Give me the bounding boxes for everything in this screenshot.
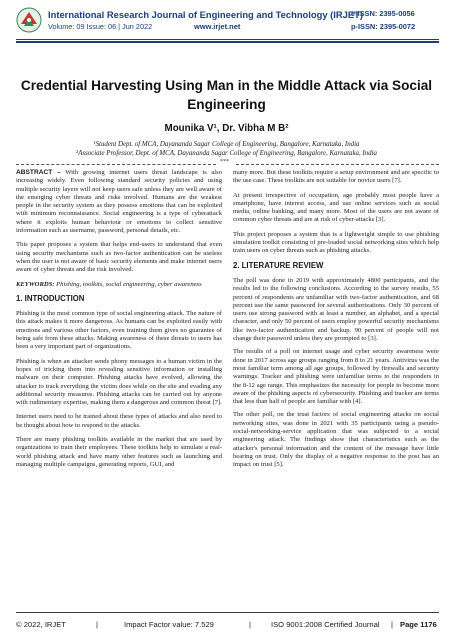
left-column xyxy=(16,169,222,475)
section-heading-literature-review: 2. LITERATURE REVIEW xyxy=(233,260,324,270)
intro-paragraph-3: Internet users need to be trained about these types of attacks and also need to be thought about how to respond to the attacks. xyxy=(16,413,222,429)
abstract-text: With growing internet users threat landscape is also increasing widely. Even following standard security policies and using multiple security layers will not keep users safe unless they are well aware of the emerging cyber threats and risks involved. Humans are the weakest people in the security system as they possess emotions that can be exploited with minimum reconnaissance. Social engineering is a type of cyberattack where it exploits human behaviour or emotions to collect sensitive information such as username, password, personal details, etc. xyxy=(16,169,223,235)
journal-name: International Research Journal of Engineering and Technology (IRJET) xyxy=(48,9,363,20)
intro-paragraph-1: Phishing is the most common type of social engineering attack. The nature of this attack makes it more dangerous. As humans can be exploited easily with emotions and various other factors, even training them gives no guarantee of being safe from these attacks. Making awareness of these threats to users has been a very important part of organizations. xyxy=(16,310,222,351)
footer-separator: | xyxy=(96,620,98,629)
intro-paragraph-4: There are many phishing toolkits available in the market that are used by organizations to train their employees. These toolkits help to simulate a real-world phishing attack and have many other features such as launching and managing multiple campaigns, generating reports, GUI, and xyxy=(16,436,222,468)
journal-volume: Volume: 09 Issue: 06 | Jun 2022 xyxy=(48,22,153,31)
lit-paragraph-2: The results of a poll on internet usage and cyber security awareness were done in 2017 across age groups ranging from 8 to 21 years. Antivirus was the most familiar term among all age groups, followed by firewalls and security warnings. Tracker and phishing were unfamiliar terms to the responders in the 8-12 age range. This emphasizes the necessity for people to become more aware of the phishing aspects of cybersecurity. Phishing and tracker are terms that less than half of people are familiar with [4]. xyxy=(233,348,439,406)
journal-pissn: p-ISSN: 2395-0072 xyxy=(351,22,416,31)
keywords-text: Phishing, toolkits, social engineering, cyber awareness xyxy=(56,280,202,288)
abstract-divider xyxy=(16,161,439,167)
keywords xyxy=(16,281,222,289)
abstract-paragraph-2: This paper proposes a system that helps end-users to understand that even using security mechanisms such as two-factor authentication can be useless when the user is not aware of basic security elements and make internet users aware of cyber threats and the risk involved. xyxy=(16,241,222,274)
lit-paragraph-1: The poll was done in 2019 with approximately 4800 participants, and the results led to the following conclusions. According to the survey results, 55 percent of respondents are unfamiliar with two-factor authentication, and 68 percent use the same password for several authorizations. Only 30 percent of users use strong password with at least a number, an alphabet, and a special character, and only 50 percent of users employ powerful security mechanisms like two-factor authentication and backup. 90 percent of people will not change their password unless they are prompted to [3]. xyxy=(233,276,439,343)
journal-website: www.irjet.net xyxy=(194,22,241,31)
section-heading-introduction: 1. INTRODUCTION xyxy=(16,293,85,303)
right-column xyxy=(233,169,439,475)
footer-separator: | xyxy=(391,620,393,629)
footer-separator: | xyxy=(249,620,251,629)
right-paragraph-2: At present irrespective of occupation, age probably most people have a smartphone, have interest access, and use online services such as social media, online banking, and many more. Most of the users are not aware of common cyber threats and are at risk of cyber-attacks [3]. xyxy=(233,191,439,224)
journal-header xyxy=(16,7,440,37)
journal-eissn: e-ISSN: 2395-0056 xyxy=(351,9,415,18)
header-divider xyxy=(16,39,439,40)
irjet-logo-icon xyxy=(16,7,42,33)
divider-mark: *** xyxy=(220,159,229,165)
right-paragraph-1: many more. But these toolkits require a setup environment and are specific to the use case. These toolkits are not suitable for novice users [7]. xyxy=(233,169,439,185)
header-divider-bold xyxy=(16,41,439,43)
affiliation-1: ¹Student Dept. of MCA, Dayananda Sagar College of Engineering, Bangalore, Karnataka, India xyxy=(93,141,360,148)
intro-paragraph-2: Phishing is when an attacker sends phony messages to a human victim in the hopes of tricking them into revealing sensitive information or installing malware on their computer. Phishing attacks have evolved, allowing the attacker to track everything the victim does while on the site and evading any additional security measures. Phishing attacks can be carried out by anyone with rudimentary expertise, making them a dangerous and common threat [7]. xyxy=(16,357,222,407)
lit-paragraph-3: The other poll, on the trust factors of social engineering attacks on social networking sites, was done in 2021 with 35 participants using a pseudo-social-networking-service application that was subjected to a social engineering attack. The findings show that characteristics such as the attacker's personal information and the content of the message have little bearing on trust. Only the display of a negative response to the post has an impact on trust [5]. xyxy=(233,411,439,469)
footer-impact-factor: Impact Factor value: 7.529 xyxy=(124,620,214,629)
footer-page-number: Page 1176 xyxy=(400,620,437,629)
affiliation-2: ²Associate Professor, Dept. of MCA, Dayananda Sagar College of Engineering, Bangalore, Karnataka, India xyxy=(76,150,377,157)
footer-divider xyxy=(16,612,439,613)
footer-iso: ISO 9001:2008 Certified Journal xyxy=(271,620,380,629)
right-paragraph-3: This project proposes a system that is a lightweight simple to use phishing simulation toolkit consisting of pre-loaded social networking sites which help train users on cyber threats such as phishing attacks. xyxy=(233,230,439,255)
footer-copyright: © 2022, IRJET xyxy=(16,620,66,629)
paper-authors: Mounika V¹, Dr. Vibha M B² xyxy=(164,123,289,134)
keywords-label: KEYWORDS: xyxy=(16,280,55,288)
abstract-label: ABSTRACT – xyxy=(16,169,61,176)
abstract-paragraph xyxy=(16,169,222,235)
paper-title: Credential Harvesting Using Man in the Middle Attack via Social Engineering xyxy=(20,78,433,112)
